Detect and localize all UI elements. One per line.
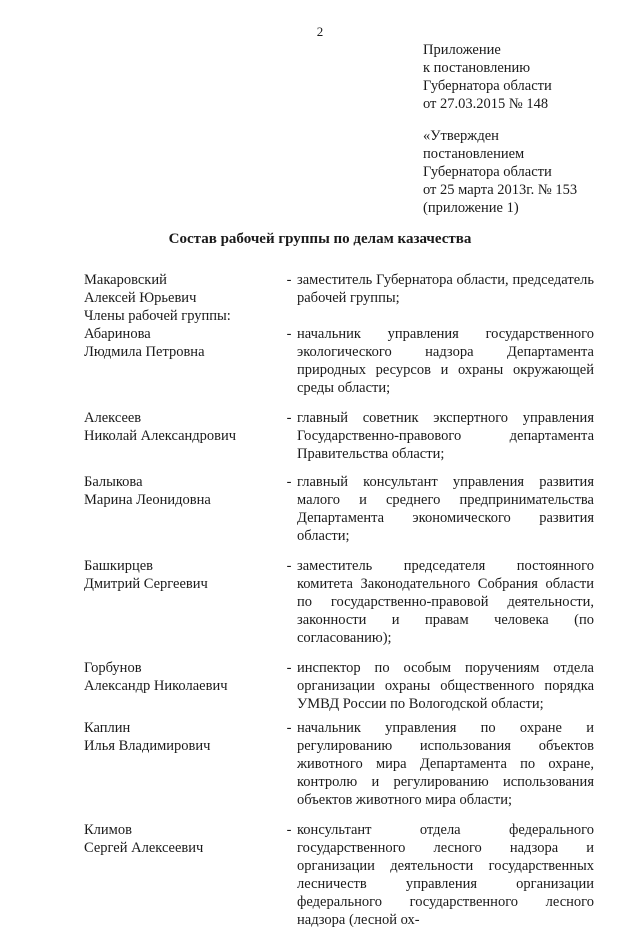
approval-line: от 25 марта 2013г. № 153 xyxy=(423,182,578,198)
member-surname: Макаровский xyxy=(84,272,167,288)
member-entry xyxy=(84,473,594,545)
member-role: консультант отдела федерального государственного лесного надзора и организации деятельности государственных лесничеств управления организации федерального государственного лесного надзора (лесной ох- xyxy=(297,822,594,928)
entry-dash: - xyxy=(286,410,292,426)
member-given-name: Алексей Юрьевич xyxy=(84,290,197,306)
approval-line: Губернатора области xyxy=(423,164,552,180)
appendix-line: Губернатора области xyxy=(423,78,552,94)
member-entry xyxy=(84,325,594,397)
member-surname: Алексеев xyxy=(84,410,142,426)
entry-dash: - xyxy=(286,660,292,676)
member-given-name: Николай Александрович xyxy=(84,428,237,444)
member-role: начальник управления государственного экологического надзора Департамента природных ресурсов и охраны окружающей среды области; xyxy=(297,326,594,396)
appendix-line: Приложение xyxy=(423,42,501,58)
member-name xyxy=(84,821,284,857)
member-name xyxy=(84,473,284,509)
member-role: заместитель председателя постоянного комитета Законодательного Собрания области по государственно-правовой деятельности, законности и правам человека (по согласованию); xyxy=(297,558,594,646)
entry-dash: - xyxy=(286,272,292,288)
member-given-name: Сергей Алексеевич xyxy=(84,840,204,856)
member-given-name: Илья Владимирович xyxy=(84,738,211,754)
member-role: заместитель Губернатора области, председатель рабочей группы; xyxy=(297,272,594,306)
approval-line: постановлением xyxy=(423,146,525,162)
approval-line: (приложение 1) xyxy=(423,200,519,216)
member-name xyxy=(84,271,284,307)
member-given-name: Людмила Петровна xyxy=(84,344,205,360)
document-title: Состав рабочей группы по делам казачества xyxy=(168,231,472,247)
member-surname: Балыкова xyxy=(84,474,143,490)
page-number: 2 xyxy=(316,24,324,39)
member-given-name: Дмитрий Сергеевич xyxy=(84,576,208,592)
member-entry xyxy=(84,557,594,647)
member-role: главный консультант управления развития малого и среднего предпринимательства Департамента экономического развития области; xyxy=(297,474,594,544)
appendix-line: к постановлению xyxy=(423,60,531,76)
member-given-name: Александр Николаевич xyxy=(84,678,228,694)
member-given-name: Марина Леонидовна xyxy=(84,492,211,508)
entry-dash: - xyxy=(286,720,292,736)
member-name xyxy=(84,557,284,593)
member-role: инспектор по особым поручениям отдела организации охраны общественного порядка УМВД России по Вологодской области; xyxy=(297,660,594,712)
approval-block xyxy=(423,127,623,217)
member-entry xyxy=(84,821,594,929)
member-role: главный советник экспертного управления Государственно-правового департамента Правительства области; xyxy=(297,410,594,462)
approval-line: «Утвержден xyxy=(423,128,499,144)
members-label: Члены рабочей группы: xyxy=(84,308,231,324)
entry-dash: - xyxy=(286,822,292,838)
entry-dash: - xyxy=(286,326,292,342)
appendix-block xyxy=(423,41,623,113)
entry-dash: - xyxy=(286,558,292,574)
member-surname: Абаринова xyxy=(84,326,151,342)
member-name xyxy=(84,325,284,361)
members-list xyxy=(84,271,594,929)
member-name xyxy=(84,409,284,445)
member-entry xyxy=(84,409,594,463)
member-role: начальник управления по охране и регулированию использования объектов животного мира Департамента по охране, контролю и регулированию использования объектов животного мира области; xyxy=(297,720,594,808)
appendix-line: от 27.03.2015 № 148 xyxy=(423,96,549,112)
chair-entry xyxy=(84,271,594,307)
member-surname: Климов xyxy=(84,822,132,838)
member-entry xyxy=(84,719,594,809)
member-name xyxy=(84,719,284,755)
member-name xyxy=(84,659,284,695)
member-entry xyxy=(84,659,594,713)
member-surname: Башкирцев xyxy=(84,558,154,574)
member-surname: Каплин xyxy=(84,720,131,736)
entry-dash: - xyxy=(286,474,292,490)
member-surname: Горбунов xyxy=(84,660,142,676)
